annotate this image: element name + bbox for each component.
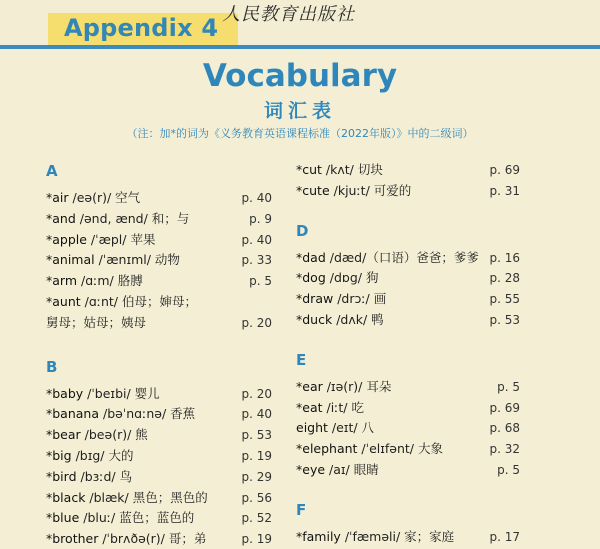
- vocab-definition: /ˈæpl/ 苹果: [86, 231, 156, 247]
- vocab-definition: /ˈænɪml/ 动物: [94, 252, 180, 268]
- vocab-entry: [46, 425, 272, 445]
- vocab-word: *baby: [46, 385, 84, 401]
- vocab-entry: [46, 529, 272, 549]
- vocab-entry: [296, 310, 520, 330]
- vocab-page-ref: p. 31: [489, 183, 520, 198]
- vocab-entry: [296, 377, 520, 397]
- vocab-definition: /dʌk/ 鸭: [332, 312, 384, 327]
- vocab-word: *cut: [296, 162, 322, 177]
- vocab-page-ref: p. 69: [489, 163, 520, 177]
- vocab-entry: [46, 271, 272, 291]
- vocab-entry: [46, 230, 272, 250]
- vocab-word: *elephant: [296, 441, 358, 457]
- vocab-word: *cute: [296, 182, 330, 198]
- vocab-word: *draw: [296, 291, 334, 307]
- vocab-definition: /dæd/（口语）爸爸；爹爹: [325, 249, 479, 265]
- vocab-definition: /drɔː/ 画: [333, 291, 387, 307]
- vocab-page-ref: p. 53: [241, 428, 272, 443]
- vocab-definition: 舅母；姑母；姨母: [46, 314, 147, 330]
- section-letter-a: A: [46, 162, 58, 180]
- vocab-definition: /bɪg/ 大的: [71, 448, 134, 463]
- vocab-word: *dad: [296, 249, 326, 265]
- vocab-definition: /bluː/ 蓝色；蓝色的: [79, 510, 195, 526]
- vocab-entry: [46, 467, 272, 487]
- vocab-page-ref: p. 40: [241, 191, 272, 205]
- vocab-entry: [46, 488, 272, 508]
- vocab-word: *family: [296, 528, 341, 544]
- vocab-page-ref: p. 20: [241, 386, 272, 401]
- vocab-entry: [296, 248, 520, 268]
- vocab-entry: [46, 188, 272, 208]
- vocab-definition: /eə(r)/ 空气: [68, 190, 141, 205]
- vocab-entry: [296, 398, 520, 418]
- vocab-word: *eye: [296, 462, 326, 477]
- vocab-word: *eat: [296, 399, 323, 415]
- vocab-page-ref: p. 40: [241, 232, 272, 247]
- vocab-page-ref: p. 16: [489, 250, 520, 265]
- vocab-word: *dog: [296, 270, 326, 286]
- vocab-entry: [46, 250, 272, 270]
- vocab-definition: /aɪ/ 眼睛: [325, 462, 379, 477]
- vocab-entry: [296, 439, 520, 459]
- vocab-definition: /eɪt/ 八: [327, 420, 375, 436]
- vocab-page-ref: p. 19: [241, 532, 272, 547]
- vocab-word: *blue: [46, 510, 80, 526]
- header-divider: [0, 45, 600, 49]
- vocab-page-ref: p. 53: [489, 313, 520, 327]
- vocab-word: *bear: [46, 427, 81, 443]
- vocab-entry: [46, 446, 272, 466]
- vocab-word: *duck: [296, 312, 333, 327]
- vocab-definition: /ˈfæməli/ 家；家庭: [340, 528, 455, 544]
- vocab-entry: [296, 460, 520, 480]
- vocab-definition: /ˈelɪfənt/ 大象: [357, 441, 443, 457]
- vocab-definition: /ɑːm/ 胳膊: [77, 273, 143, 289]
- vocab-entry: [46, 292, 272, 312]
- vocab-word: *air: [46, 190, 69, 205]
- vocab-definition: /beə(r)/ 熊: [80, 427, 148, 443]
- vocab-word: *brother: [46, 531, 99, 547]
- vocab-word: eight: [296, 420, 328, 436]
- vocab-definition: /ˈbrʌðə(r)/ 哥；弟: [98, 531, 207, 547]
- vocab-word: *ear: [296, 378, 323, 394]
- vocab-page-ref: p. 20: [241, 315, 272, 330]
- vocab-page-ref: p. 55: [489, 292, 520, 307]
- vocab-page-ref: p. 5: [497, 463, 520, 477]
- vocab-definition: /ɑːnt/ 伯母；婶母；: [80, 294, 197, 309]
- vocab-page-ref: p. 9: [249, 211, 272, 226]
- vocab-page-ref: p. 5: [249, 274, 272, 289]
- page-title: Vocabulary: [202, 58, 398, 94]
- section-letter-f: F: [296, 500, 307, 519]
- vocab-definition: /ˈbeɪbi/ 婴儿: [83, 385, 160, 401]
- vocab-page-ref: p. 56: [241, 490, 272, 505]
- section-letter-b: B: [46, 357, 58, 376]
- vocab-page-ref: p. 5: [497, 379, 520, 394]
- vocab-definition: /bəˈnɑːnə/ 香蕉: [99, 406, 196, 422]
- vocab-page-ref: p. 17: [489, 529, 520, 544]
- vocab-definition: /kjuːt/ 可爱的: [329, 182, 412, 198]
- vocab-page-ref: p. 33: [241, 253, 272, 268]
- vocab-word: *apple: [46, 231, 87, 247]
- vocab-entry: [296, 418, 520, 438]
- vocab-entry: [46, 404, 272, 424]
- vocab-entry: [46, 384, 272, 404]
- vocab-word: *banana: [46, 406, 100, 422]
- vocab-definition: /blæk/ 黑色；黑色的: [85, 489, 208, 505]
- vocab-word: *aunt: [46, 294, 81, 309]
- vocab-definition: /bɜːd/ 鸟: [76, 468, 133, 484]
- vocab-entry: [296, 527, 520, 547]
- vocab-definition: /kʌt/ 切块: [321, 162, 383, 177]
- appendix-label: Appendix 4: [64, 14, 219, 42]
- vocab-page-ref: p. 68: [489, 421, 520, 436]
- section-letter-d: D: [296, 221, 309, 240]
- vocab-word: *black: [46, 489, 86, 505]
- vocab-word: *and: [46, 210, 76, 226]
- vocab-page-ref: p. 19: [241, 449, 272, 463]
- vocab-word: *arm: [46, 273, 78, 289]
- vocab-page-ref: p. 52: [241, 511, 272, 526]
- vocab-page-ref: p. 28: [489, 271, 520, 286]
- vocab-entry: [46, 209, 272, 229]
- vocab-definition: /ənd, ænd/ 和；与: [75, 210, 190, 226]
- vocab-word: *bird: [46, 468, 77, 484]
- page-note: （注：加*的词为《义务教育英语课程标准（2022年版）》中的二级词）: [126, 127, 474, 140]
- vocab-page-ref: p. 69: [489, 400, 520, 415]
- vocab-entry: [296, 289, 520, 309]
- vocab-page-ref: p. 32: [489, 442, 520, 457]
- section-letter-e: E: [296, 350, 307, 369]
- vocab-definition: /ɪə(r)/ 耳朵: [322, 378, 392, 394]
- page-subtitle: 词汇表: [263, 100, 336, 122]
- vocab-definition: /iːt/ 吃: [322, 399, 364, 415]
- vocab-entry: [296, 160, 520, 180]
- vocab-entry: [296, 268, 520, 288]
- vocab-entry: [46, 508, 272, 528]
- vocab-entry: [46, 313, 272, 333]
- vocab-word: *animal: [46, 252, 95, 268]
- vocab-page-ref: p. 29: [241, 469, 272, 484]
- vocab-definition: /dɒg/ 狗: [325, 270, 379, 286]
- publisher-logo-text: 人民教育出版社: [222, 4, 355, 25]
- vocab-page-ref: p. 40: [241, 407, 272, 422]
- vocab-word: *big: [46, 448, 72, 463]
- vocab-entry: [296, 181, 520, 201]
